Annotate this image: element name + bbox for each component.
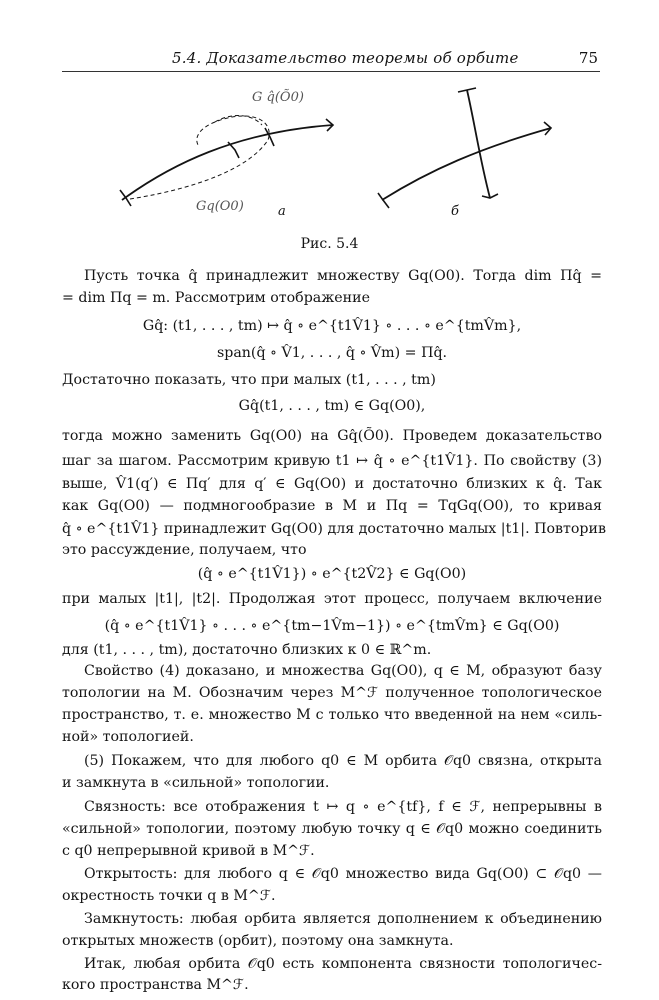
formula-line: (q̂ ∘ e^{t1V̂1} ∘ . . . ∘ e^{tm−1V̂m−1}) ∘ e^{tmV̂m} ∈ Gq(O0) <box>104 618 560 634</box>
bracket-mark-2 <box>265 128 274 146</box>
bracket-mark-1 <box>228 142 239 158</box>
text-line: q̂ ∘ e^{t1V̂1} принадлежит Gq(O0) для достаточно малых |t1|. Повторив <box>62 521 606 537</box>
formula-line: span(q̂ ∘ V̂1, . . . , q̂ ∘ V̂m) = Πq̂. <box>216 345 448 361</box>
text-line: окрестность точки q в M^ℱ. <box>62 888 276 904</box>
formula-line: Gq̂: (t1, . . . , tm) ↦ q̂ ∘ e^{t1V̂1} ∘ . . . ∘ e^{tmV̂m}, <box>142 318 522 334</box>
label-orbit: Gq(O0) <box>196 199 244 214</box>
text-line: и замкнута в «сильной» топологии. <box>62 775 330 791</box>
text-line: Связность: все отображения t ↦ q ∘ e^{tf}, f ∈ ℱ, непрерывны в <box>84 799 602 815</box>
text-line: тогда можно заменить Gq(O0) на Gq̂(Õ0). Проведем доказательство <box>62 428 602 444</box>
text-line: для (t1, . . . , tm), достаточно близких к 0 ∈ ℝ^m. <box>62 642 432 658</box>
curve-long <box>382 128 551 200</box>
curve-end-left <box>120 190 131 206</box>
formula-line: Gq̂(t1, . . . , tm) ∈ Gq(O0), <box>238 398 426 414</box>
text-line: = dim Πq = m. Рассмотрим отображение <box>62 290 370 306</box>
curve-long-left-end <box>378 193 389 208</box>
text-line: (5) Покажем, что для любого q0 ∈ M орбита 𝒪q0 связна, открыта <box>84 753 602 769</box>
dashed-orbit-region-2 <box>215 116 262 125</box>
formula-line: (q̂ ∘ e^{t1V̂1}) ∘ e^{t2V̂2} ∈ Gq(O0) <box>197 566 467 582</box>
text-line: «сильной» топологии, поэтому любую точку q ∈ 𝒪q0 можно соединить <box>62 821 602 837</box>
panel-a <box>120 116 333 206</box>
text-line: Пусть точка q̂ принадлежит множеству Gq(O0). Тогда dim Πq̂ = <box>84 268 602 284</box>
text-line: Свойство (4) доказано, и множества Gq(O0), q ∈ M, образуют базу <box>84 663 602 679</box>
page-number: 75 <box>578 49 598 67</box>
text-line: шаг за шагом. Рассмотрим кривую t1 ↦ q̂ ∘ e^{t1V̂1}. По свойству (3) <box>62 453 602 469</box>
figure-5-4 <box>0 75 659 250</box>
panel-b <box>378 88 551 208</box>
text-line: открытых множеств (орбит), поэтому она замкнута. <box>62 933 454 949</box>
text-line: Достаточно показать, что при малых (t1, . . . , tm) <box>62 372 436 388</box>
page-header <box>62 49 600 69</box>
text-line: Замкнутость: любая орбита является дополнением к объединению <box>84 911 602 927</box>
text-line: ной» топологией. <box>62 729 194 745</box>
running-title: 5.4. Доказательство теоремы об орбите <box>172 49 519 67</box>
text-line: это рассуждение, получаем, что <box>62 542 307 558</box>
text-line: Открытость: для любого q ∈ 𝒪q0 множество вида Gq(O0) ⊂ 𝒪q0 — <box>84 866 602 882</box>
label-a: а <box>278 204 286 219</box>
dashed-orbit-region <box>130 116 269 199</box>
text-line: Итак, любая орбита 𝒪q0 есть компонента связности топологичес- <box>84 956 602 972</box>
curve-cross <box>467 90 490 198</box>
text-line: при малых |t1|, |t2|. Продолжая этот процесс, получаем включение <box>62 591 602 607</box>
text-line: выше, V̂1(q′) ∈ Πq′ для q′ ∈ Gq(O0) и достаточно близких к q̂. Так <box>62 476 602 492</box>
header-rule <box>62 71 600 72</box>
text-line: пространство, т. е. множество M с только что введенной на нем «силь- <box>62 707 602 723</box>
label-orbit-tilde: G q̂(Õ0) <box>252 90 304 105</box>
text-line: с q0 непрерывной кривой в M^ℱ. <box>62 843 315 859</box>
label-b: б <box>451 204 459 219</box>
figure-caption: Рис. 5.4 <box>300 236 359 252</box>
orbit-curve <box>122 125 333 200</box>
text-line: топологии на M. Обозначим через M^ℱ полученное топологическое <box>62 685 602 701</box>
text-line: кого пространства M^ℱ. <box>62 977 249 993</box>
text-line: как Gq(O0) — подмногообразие в M и Πq = TqGq(O0), то кривая <box>62 498 602 514</box>
